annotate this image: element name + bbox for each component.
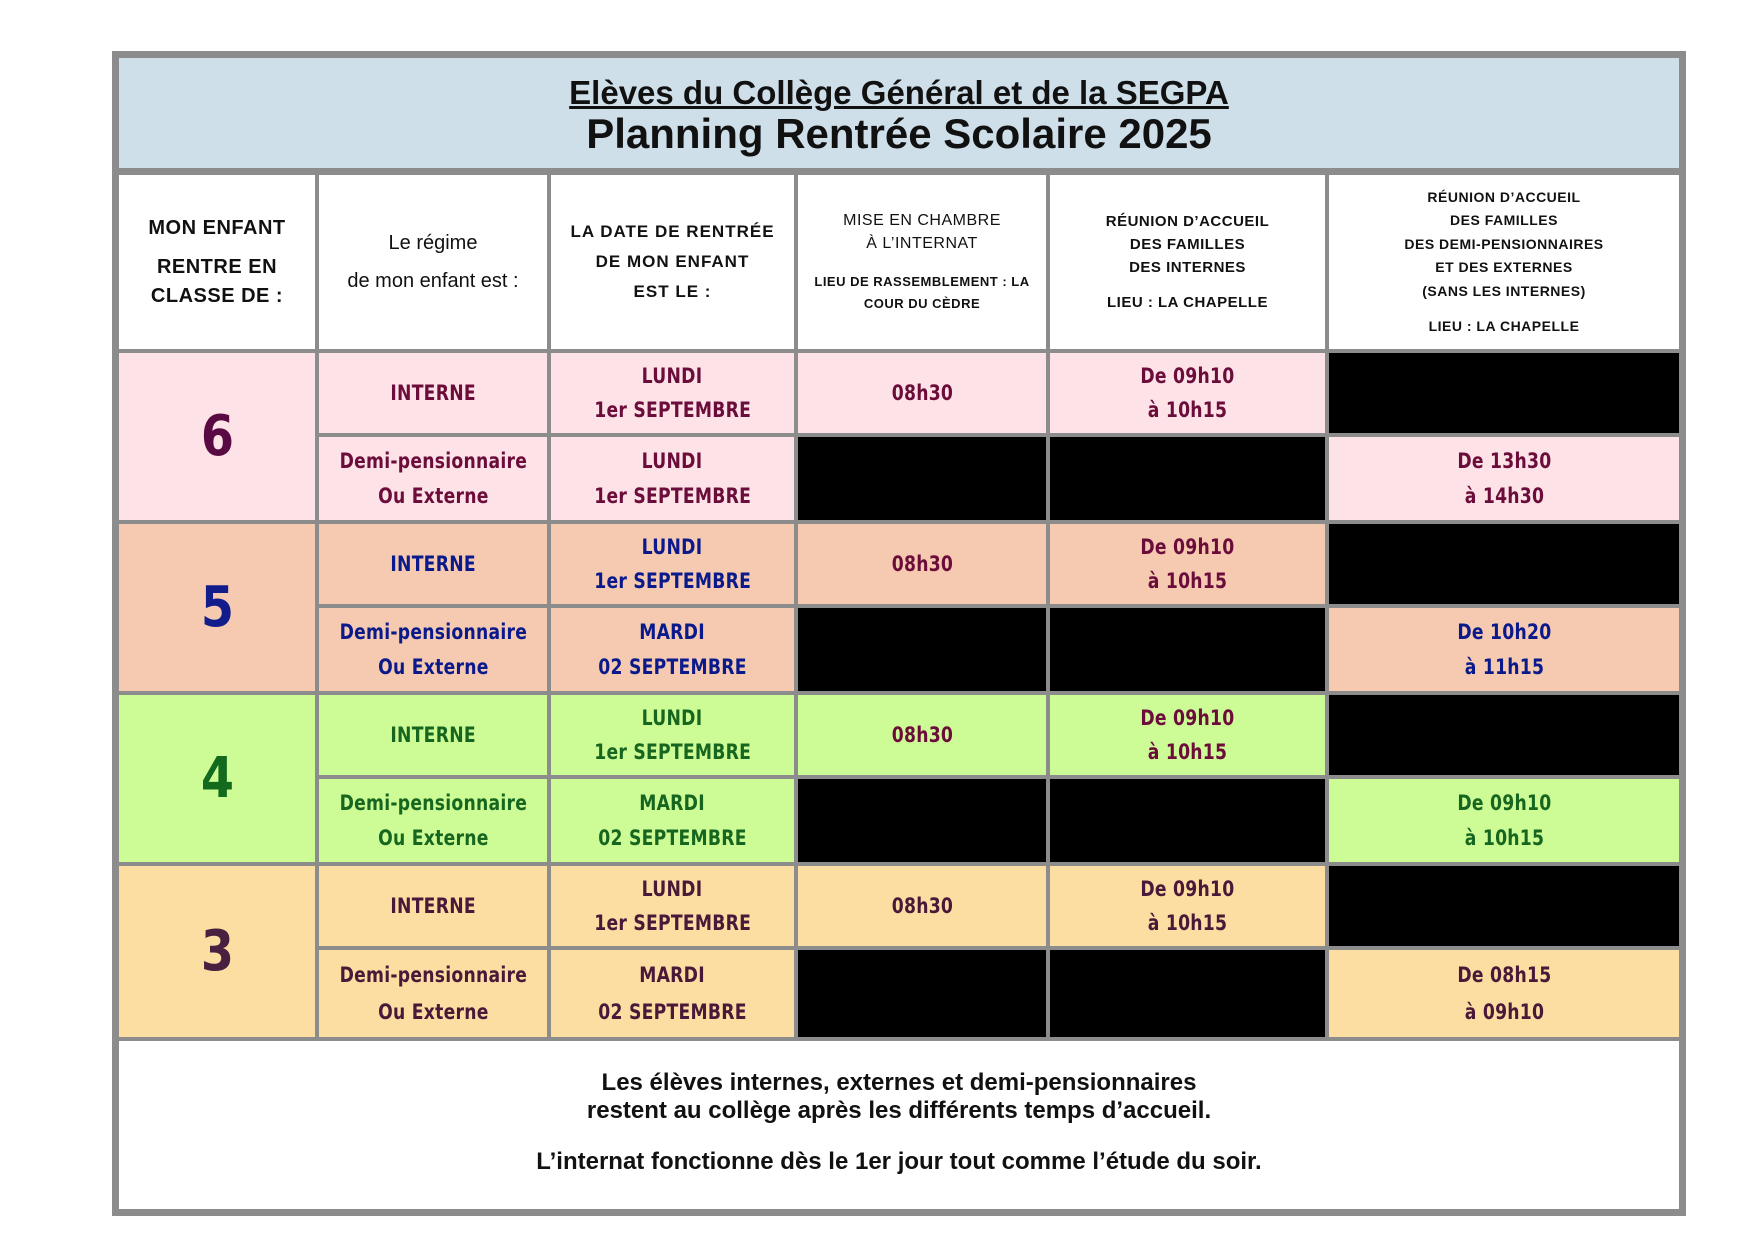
col-header-classe-line: CLASSE DE : [150,284,284,307]
blocked-cell [1329,353,1679,433]
col-header-classe [119,175,315,349]
reunion-end: à 10h15 [1147,911,1228,936]
regime-label: Demi-pensionnaire [339,448,527,473]
blocked-cell [1050,779,1325,862]
col-header-regime-line: de mon enfant est : [347,270,519,292]
reunion-internes-cell [1050,866,1325,946]
date-cell [551,695,794,775]
col-header-regime [319,175,547,349]
col-header-chambre-line: COUR DU CÈDRE [863,296,981,311]
col-header-regime-line: Le régime [388,232,478,254]
reunion-internes-cell [1050,353,1325,433]
date-cell [551,950,794,1037]
blocked-cell [798,779,1046,862]
blocked-cell [798,950,1046,1037]
col-header-chambre-line: MISE EN CHAMBRE [843,212,1001,229]
regime-cell [319,695,547,775]
reunion-start: De 13h30 [1456,448,1552,473]
class-number: 3 [200,919,234,984]
date-cell [551,524,794,604]
date-day: LUNDI [642,876,703,901]
blocked-cell [1329,695,1679,775]
date-day: LUNDI [642,363,703,388]
col-header-externes-line: ET DES EXTERNES [1435,259,1573,275]
reunion-start: De 09h10 [1140,705,1235,730]
regime-label: Ou Externe [377,826,489,851]
class-5-cell [119,524,315,691]
date-day: LUNDI [642,705,703,730]
reunion-end: à 10h15 [1147,740,1228,765]
regime-cell [319,353,547,433]
col-header-reunion-internes [1050,175,1325,349]
regime-cell [319,950,547,1037]
regime-label: Ou Externe [377,1000,489,1024]
date-day: MARDI [639,619,706,644]
col-header-classe-line: RENTRE EN [156,255,278,278]
footer-note [119,1041,1679,1209]
blocked-cell [798,608,1046,691]
col-header-reunion-externes [1329,175,1679,349]
reunion-internes-cell [1050,524,1325,604]
reunion-start: De 08h15 [1456,963,1552,987]
blocked-cell [798,437,1046,520]
date-day: LUNDI [642,448,703,473]
col-header-date-line: EST LE : [633,282,712,301]
date-cell [551,866,794,946]
col-header-internes-line: LIEU : LA CHAPELLE [1107,294,1268,311]
regime-label: INTERNE [390,894,476,918]
reunion-start: De 10h20 [1456,619,1552,644]
chambre-cell [798,524,1046,604]
col-header-classe-line: MON ENFANT [148,216,286,239]
class-6-cell [119,353,315,520]
date-value: 02 SEPTEMBRE [598,655,747,680]
regime-label: INTERNE [390,552,476,576]
planning-table [112,51,1686,1216]
blocked-cell [1329,524,1679,604]
footer-line: restent au collège après les différents temps d’accueil. [586,1097,1212,1124]
reunion-end: à 14h30 [1464,484,1544,509]
class-number: 5 [200,575,234,640]
col-header-externes-line: (SANS LES INTERNES) [1422,282,1586,299]
col-header-externes-line: DES DEMI-PENSIONNAIRES [1404,235,1604,252]
col-header-internes-line: RÉUNION D’ACCUEIL [1105,213,1270,230]
col-header-date-line: DE MON ENFANT [595,252,750,271]
regime-label: Demi-pensionnaire [339,619,527,644]
footer-line: Les élèves internes, externes et demi-pensionnaires [601,1069,1197,1096]
chambre-time: 08h30 [891,381,953,405]
reunion-end: à 11h15 [1464,655,1544,680]
reunion-start: De 09h10 [1456,790,1552,815]
date-value: 1er SEPTEMBRE [594,484,751,509]
date-value: 1er SEPTEMBRE [594,911,751,936]
regime-label: INTERNE [390,723,476,747]
class-number: 6 [200,404,234,469]
col-header-chambre-line: À L’INTERNAT [866,235,978,252]
reunion-start: De 09h10 [1140,363,1235,388]
date-value: 02 SEPTEMBRE [598,1000,747,1024]
regime-label: Demi-pensionnaire [339,963,527,987]
date-value: 1er SEPTEMBRE [594,398,751,423]
chambre-cell [798,353,1046,433]
regime-label: INTERNE [390,381,476,405]
col-header-internes-line: DES FAMILLES [1129,236,1246,253]
date-value: 02 SEPTEMBRE [598,826,747,851]
reunion-externes-cell [1329,950,1679,1037]
chambre-cell [798,695,1046,775]
reunion-internes-cell [1050,695,1325,775]
date-cell [551,608,794,691]
class-3-cell [119,866,315,1037]
blocked-cell [1050,437,1325,520]
page-subtitle: Elèves du Collège Général et de la SEGPA [569,74,1229,111]
col-header-chambre [798,175,1046,349]
regime-label: Ou Externe [377,655,489,680]
chambre-time: 08h30 [891,723,953,747]
col-header-date-line: LA DATE DE RENTRÉE [570,222,775,241]
blocked-cell [1050,608,1325,691]
regime-cell [319,608,547,691]
blocked-cell [1329,866,1679,946]
reunion-start: De 09h10 [1140,534,1235,559]
date-day: MARDI [639,963,706,987]
regime-cell [319,437,547,520]
regime-label: Demi-pensionnaire [339,790,527,815]
date-value: 1er SEPTEMBRE [594,569,751,594]
col-header-externes-line: DES FAMILLES [1450,212,1558,228]
page-title: Planning Rentrée Scolaire 2025 [586,110,1212,157]
reunion-externes-cell [1329,608,1679,691]
reunion-end: à 09h10 [1464,1000,1544,1024]
footer-line: L’internat fonctionne dès le 1er jour tout comme l’étude du soir. [536,1148,1262,1175]
chambre-time: 08h30 [891,894,953,918]
date-cell [551,353,794,433]
reunion-externes-cell [1329,779,1679,862]
reunion-end: à 10h15 [1147,569,1228,594]
regime-cell [319,866,547,946]
chambre-cell [798,866,1046,946]
regime-cell [319,524,547,604]
table-header [119,58,1679,168]
chambre-time: 08h30 [891,552,953,576]
regime-label: Ou Externe [377,484,489,509]
reunion-start: De 09h10 [1140,876,1235,901]
reunion-end: à 10h15 [1464,826,1544,851]
col-header-externes-line: RÉUNION D’ACCUEIL [1427,188,1581,205]
date-value: 1er SEPTEMBRE [594,740,751,765]
date-day: LUNDI [642,534,703,559]
date-cell [551,779,794,862]
col-header-chambre-line: LIEU DE RASSEMBLEMENT : LA [814,274,1030,289]
date-day: MARDI [639,790,706,815]
class-number: 4 [200,746,234,811]
blocked-cell [1050,950,1325,1037]
class-4-cell [119,695,315,862]
col-header-date [551,175,794,349]
reunion-end: à 10h15 [1147,398,1228,423]
col-header-externes-line: LIEU : LA CHAPELLE [1428,318,1580,334]
regime-cell [319,779,547,862]
date-cell [551,437,794,520]
col-header-internes-line: DES INTERNES [1129,259,1246,276]
reunion-externes-cell [1329,437,1679,520]
